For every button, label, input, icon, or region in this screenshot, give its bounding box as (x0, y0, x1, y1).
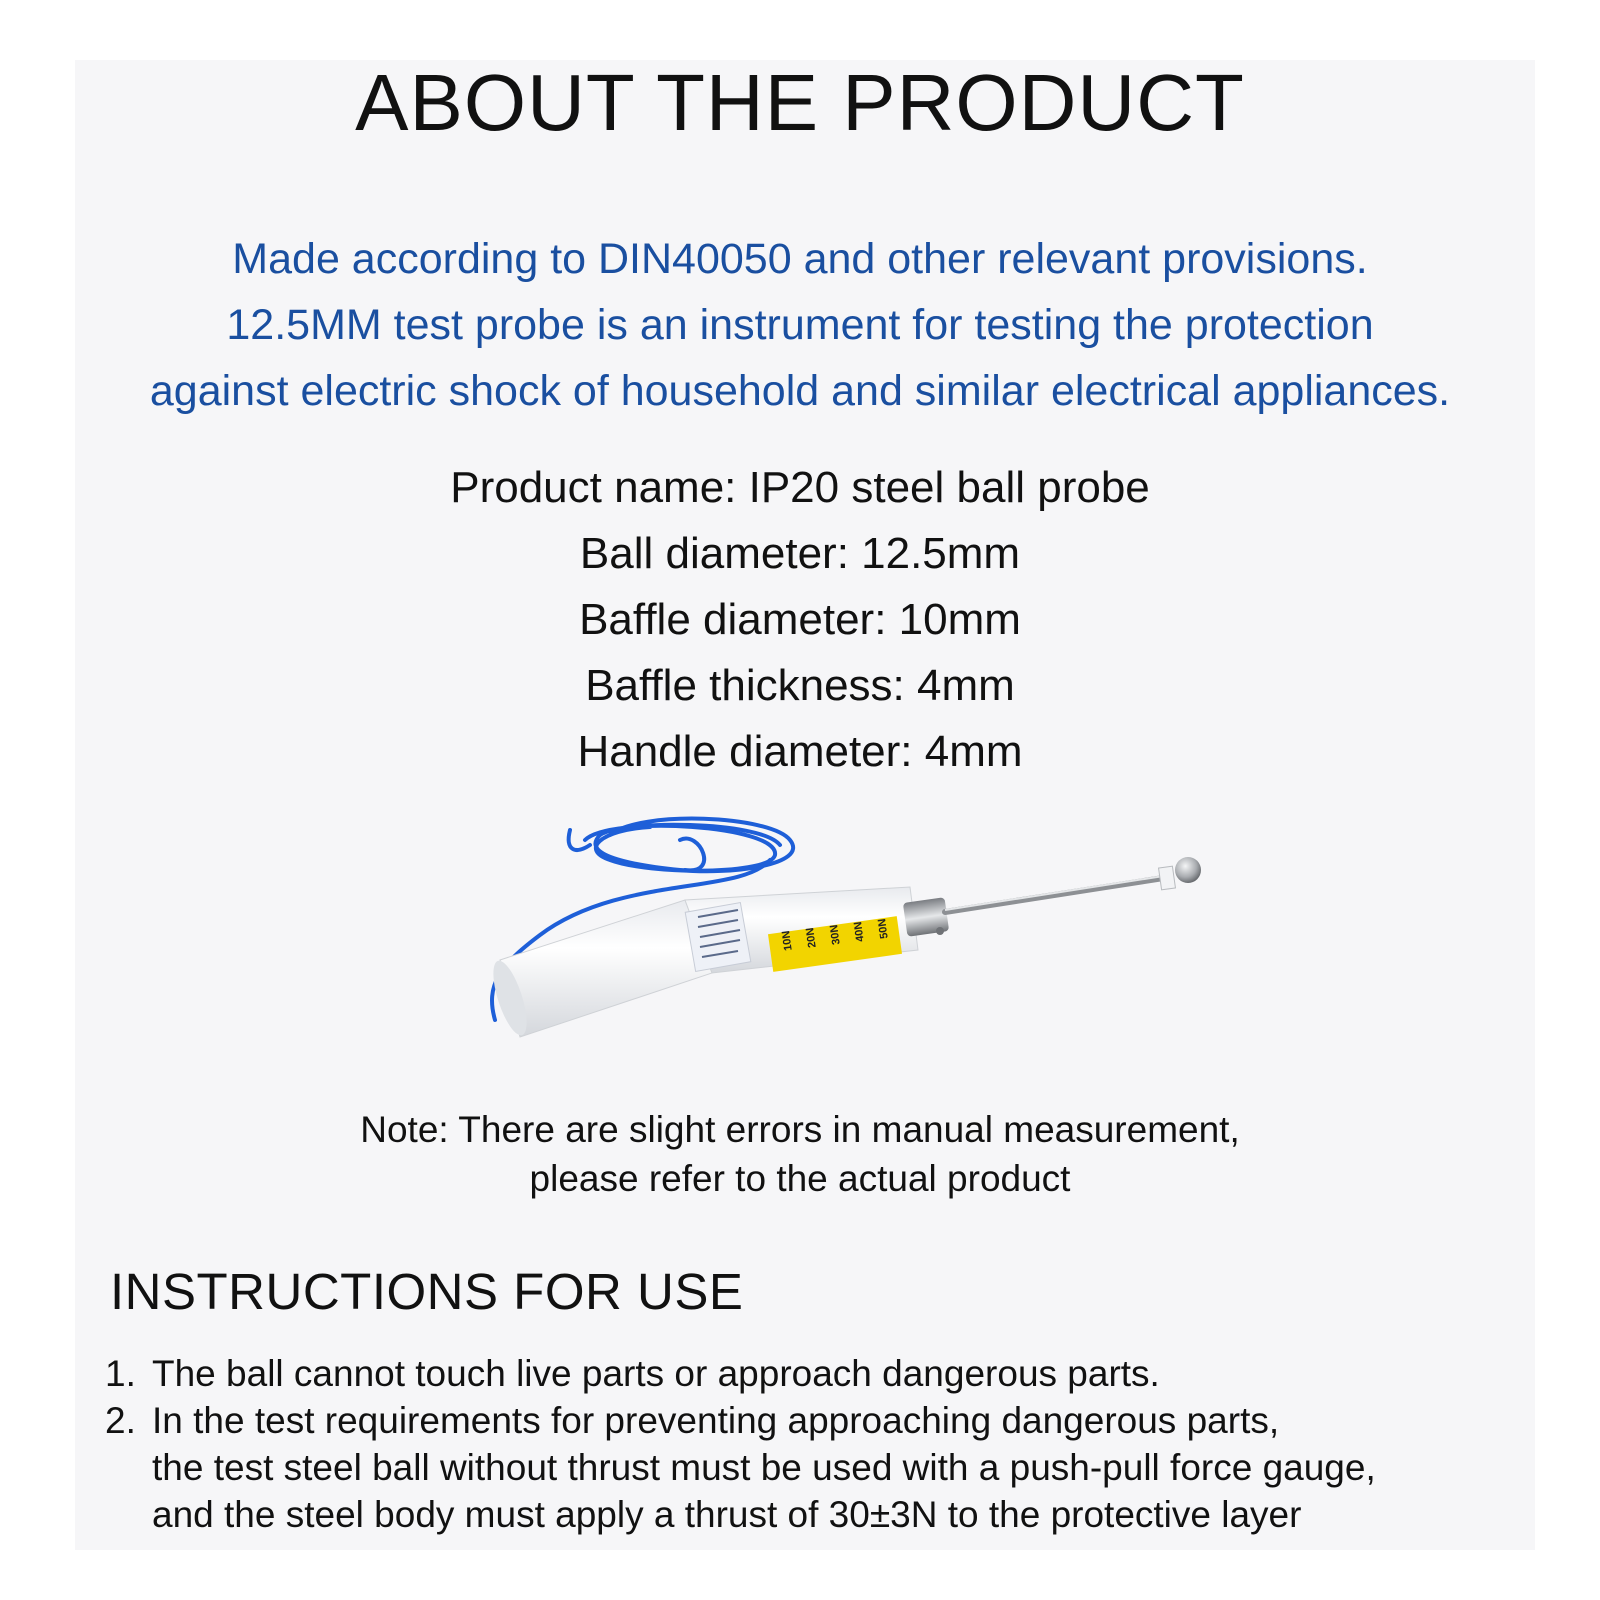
instruction-line: The ball cannot touch live parts or approach dangerous parts. (152, 1353, 1160, 1394)
spec-product-name: Product name: IP20 steel ball probe (450, 463, 1150, 512)
intro-text (0, 226, 1600, 424)
spec-baffle-thickness: Baffle thickness: 4mm (585, 661, 1015, 710)
instruction-item (105, 1397, 1376, 1538)
note-text (0, 1105, 1600, 1203)
steel-rod (945, 877, 1170, 912)
instructions-heading: INSTRUCTIONS FOR USE (110, 1263, 744, 1320)
instruction-line: and the steel body must apply a thrust of 30±3N to the protective layer (152, 1494, 1302, 1535)
instruction-line: the test steel ball without thrust must be used with a push-pull force gauge, (152, 1447, 1376, 1488)
handle-body (487, 887, 918, 1039)
note-line: Note: There are slight errors in manual measurement, (360, 1109, 1240, 1150)
instruction-number: 2. (105, 1400, 136, 1441)
scale-label: 30N (828, 923, 843, 946)
scale-label: 50N (876, 917, 891, 940)
note-line: please refer to the actual product (529, 1158, 1071, 1199)
intro-line: Made according to DIN40050 and other relevant provisions. (232, 235, 1368, 283)
scale-label: 40N (852, 920, 867, 943)
baffle (1159, 866, 1176, 890)
spec-handle-diameter: Handle diameter: 4mm (577, 727, 1023, 776)
intro-line: 12.5MM test probe is an instrument for testing the protection (226, 301, 1374, 349)
scale-label: 20N (804, 926, 819, 949)
instruction-number: 1. (105, 1353, 136, 1394)
instructions-list (105, 1350, 1376, 1538)
instruction-line: In the test requirements for preventing approaching dangerous parts, (152, 1400, 1280, 1441)
spec-ball-diameter: Ball diameter: 12.5mm (579, 529, 1021, 578)
page-title: ABOUT THE PRODUCT (355, 58, 1245, 147)
spec-list (0, 455, 1600, 785)
probe-product-photo (480, 815, 1250, 1075)
scale-label: 10N (780, 929, 795, 952)
steel-ball (1175, 857, 1201, 883)
spec-baffle-diameter: Baffle diameter: 10mm (579, 595, 1021, 644)
instruction-item (105, 1350, 1376, 1397)
intro-line: against electric shock of household and similar electrical appliances. (149, 367, 1451, 415)
